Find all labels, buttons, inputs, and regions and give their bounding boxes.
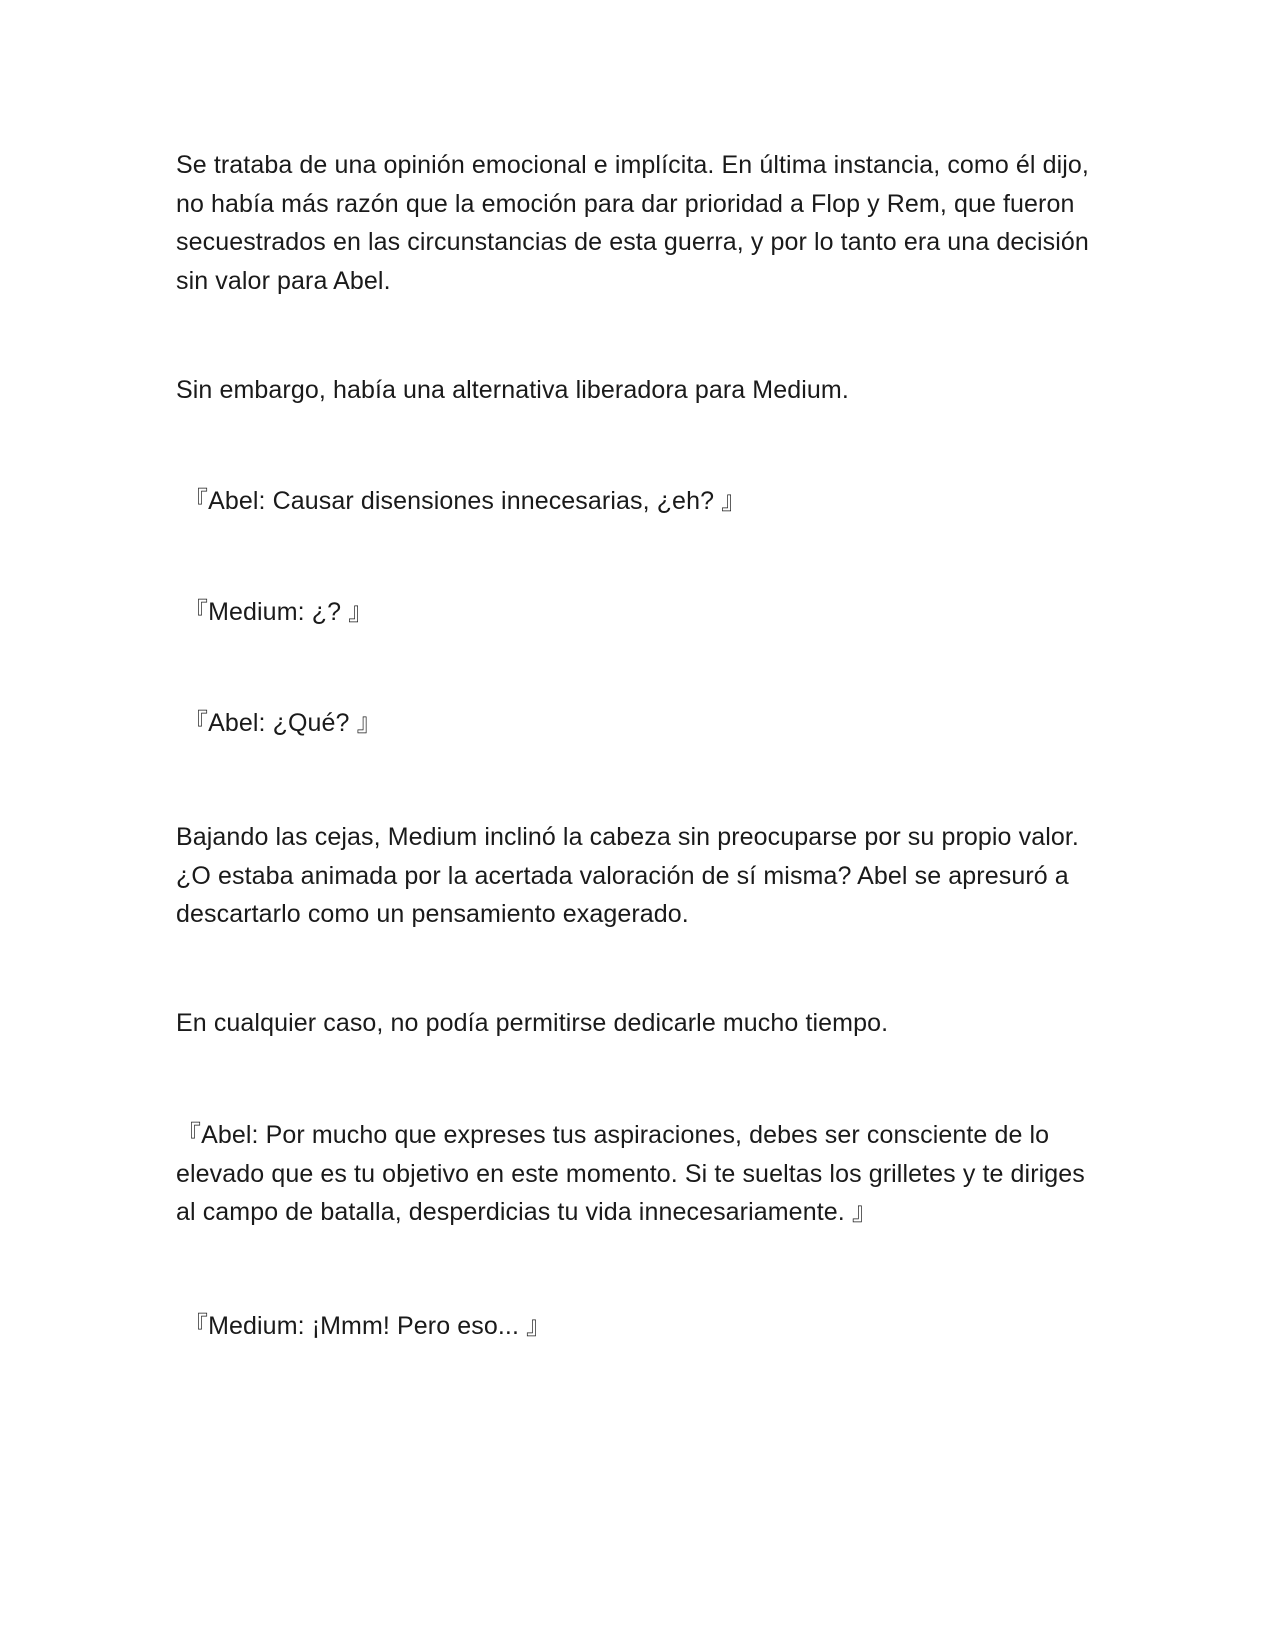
dialogue-abel-2: 『Abel: ¿Qué? 』 [183, 709, 382, 737]
dialogue-medium-2: 『Medium: ¡Mmm! Pero eso... 』 [183, 1312, 552, 1340]
dialogue-abel-3: 『Abel: Por mucho que expreses tus aspiraciones, debes ser consciente de lo elevado que es tu objetivo en este momento. Si te sueltas los grilletes y te diriges al campo de batalla, desperdicias tu vida innecesariamente. 』 [176, 1121, 1085, 1226]
dialogue-medium-1: 『Medium: ¿? 』 [183, 598, 374, 626]
paragraph-narration-1: Se trataba de una opinión emocional e implícita. En última instancia, como él dijo, no había más razón que la emoción para dar prioridad a Flop y Rem, que fueron secuestrados en las circunstancias de esta guerra, y por lo tanto era una decisión sin valor para Abel. [176, 151, 1089, 295]
paragraph-narration-4: En cualquier caso, no podía permitirse dedicarle mucho tiempo. [176, 1009, 889, 1037]
paragraph-narration-3: Bajando las cejas, Medium inclinó la cabeza sin preocuparse por su propio valor. ¿O estaba animada por la acertada valoración de sí misma? Abel se apresuró a descartarlo como un pensamiento exagerado. [176, 823, 1079, 928]
paragraph-narration-2: Sin embargo, había una alternativa liberadora para Medium. [176, 376, 849, 404]
dialogue-abel-1: 『Abel: Causar disensiones innecesarias, ¿eh? 』 [183, 487, 747, 515]
